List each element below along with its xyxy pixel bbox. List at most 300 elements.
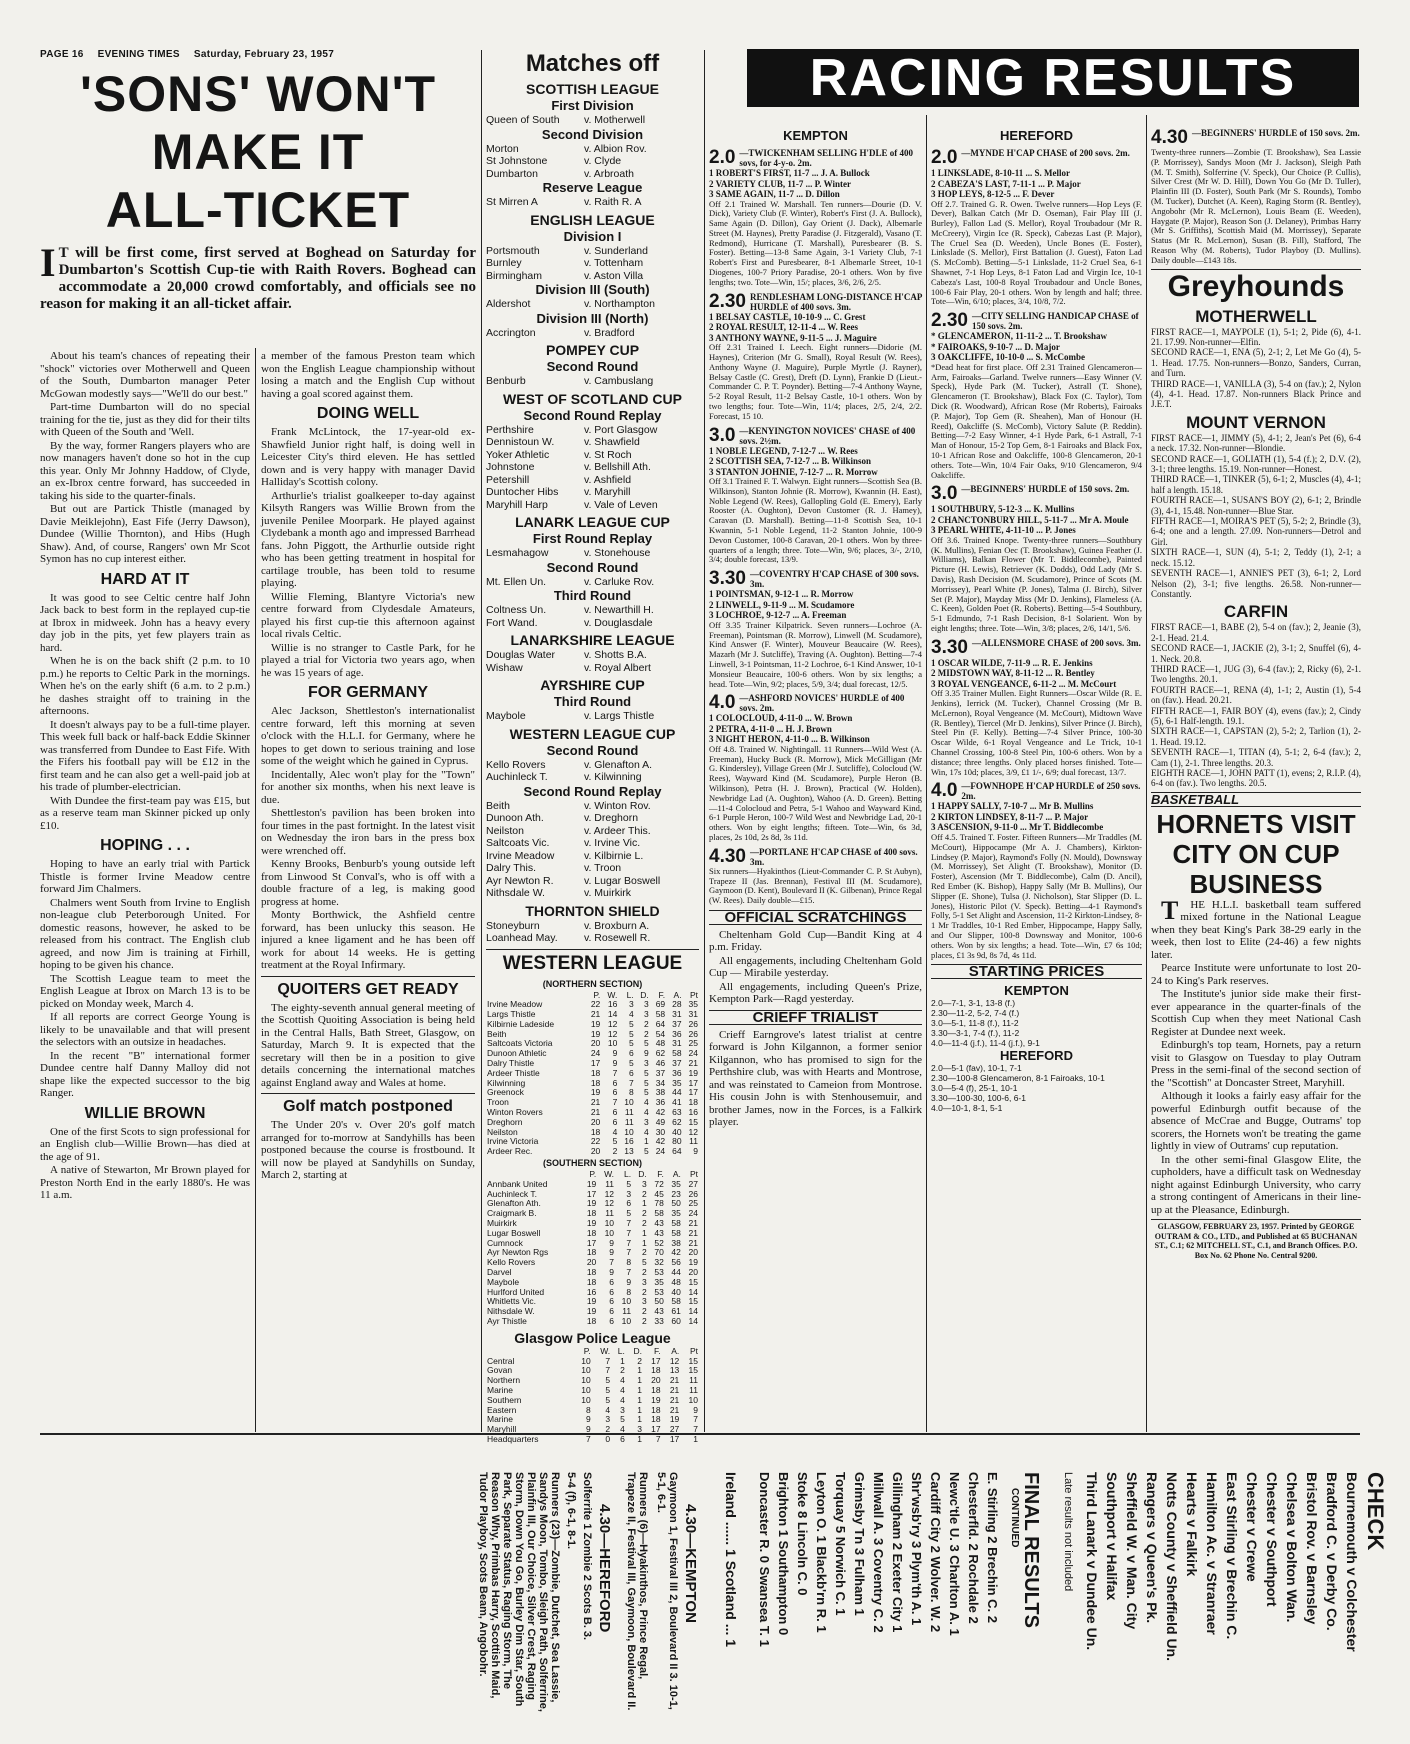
check-fixture: Hearts v Falkirk [1184, 1472, 1200, 1577]
fixture-row [486, 155, 699, 168]
race-heading [709, 569, 922, 589]
table-cell: 6 [612, 1087, 618, 1098]
column-2 [261, 350, 475, 1432]
table-cell: 62 [672, 1116, 682, 1127]
table-cell: 25 [688, 1198, 698, 1209]
table-cell: 7 [626, 1267, 632, 1278]
home-team: Petershill [486, 473, 530, 486]
table-cell: 46 [655, 1058, 666, 1069]
competition-title: SCOTTISH LEAGUE [525, 81, 659, 97]
table-cell: 27 [688, 1178, 698, 1189]
matches-off-title: Matches off [525, 50, 660, 77]
table-cell: 24 [688, 1208, 698, 1219]
table-cell: 18 [651, 1384, 661, 1395]
race-title: —BEGINNERS' HURDLE of 150 sovs. 2m. [1191, 128, 1360, 138]
table-cell: 21 [669, 1375, 680, 1386]
table-cell: Saltcoats Victoria [487, 1038, 553, 1049]
away-team: v. Irvine Vic. [583, 837, 641, 849]
table-cell: 3 [642, 1276, 647, 1287]
table-cell: Glenafton Ath. [487, 1198, 541, 1209]
race-title: —COVENTRY H'CAP CHASE of 300 sovs. 3m. [749, 569, 919, 590]
table-cell: 18 [586, 1276, 597, 1287]
race-placing: 1 OSCAR WILDE, 7-11-9 ... R. E. Jenkins [931, 657, 1093, 668]
away-team: v. Sunderland [583, 244, 648, 257]
table-cell: 17 [651, 1355, 661, 1366]
fixture-row [486, 257, 699, 270]
western-south-table [486, 1170, 699, 1327]
table-cell: 1 [637, 1404, 642, 1415]
race-placing: 3 ASCENSION, 9-11-0 ... Mr T. Biddlecombe [931, 822, 1104, 833]
greyhound-race: FIRST RACE—1, MAYPOLE (1), 5-1; 2, Pide (6), 4-1. 21. 17.99. Non-runner—Elfin. [1151, 326, 1361, 347]
table-cell: 19 [651, 1394, 661, 1405]
table-header-cell: P. [589, 1169, 597, 1180]
table-cell: Ardeer Rec. [487, 1146, 533, 1157]
subhead-for-germany: FOR GERMANY [308, 684, 428, 701]
table-cell: Southern [487, 1394, 522, 1405]
race-time: 4.30 [709, 845, 746, 867]
race-title: —ALLENSMORE CHASE of 200 sovs. 3m. [971, 637, 1141, 648]
table-cell: 4 [612, 1126, 618, 1137]
article-paragraph: The eighty-seventh annual general meeting of the Scottish Quoiting Association is being held in the Central Halls, Bath Street, Glasgow, on Saturday, March 9. It is expected that the secretary will then be in a position to give details concerning the international matches against England away and Wales at home. [261, 1001, 475, 1089]
home-team: Dalry This. [486, 862, 536, 874]
table-header-cell: A. [673, 989, 682, 1000]
away-team: v. Broxburn A. [583, 919, 650, 932]
table-cell: 2 [642, 1306, 647, 1317]
final-result: Gillingham 2 Exeter City 1 [890, 1472, 905, 1633]
home-team: Wishaw [486, 661, 523, 674]
table-cell: 17 [590, 1058, 601, 1069]
starting-price: 4.0—10-1, 8-1, 5-1 [931, 1102, 1003, 1113]
race-time: 4.0 [709, 692, 736, 714]
fixture-row [486, 196, 699, 209]
table-cell: 58 [672, 1048, 682, 1059]
table-cell: 5 [644, 1146, 649, 1157]
southern-section-label: (SOUTHERN SECTION) [543, 1158, 642, 1169]
race-body: Twenty-three runners—Zombie (T. Brookshaw), Sea Lassie (P. Morrissey), Sandys Moon (Mr J. Jackson), Sleigh Path (M. T. Smith), Solferrine (V. Speck), Our Choice (P. Cullis), Silver Crest (Mr W. D. Hill), Down You Go (Mr D. Tuller), Plainfin III (D. Foster), South Park (Mr S. Rounds), Tombo (M. Tucker), Dutchet (A. Keen), Raging Storm (R. Bentley), Angobohr (Mr R. McLernon), Louis Beam (E. Weeden), Haygate (P. Major), Reason Son (J. Delaney), Primbas Harry (Mr S. Griffiths), Scottish Maid (M. Morrissey), Separate Status (Mr R. McLernon), Susan (B. Fill), Stafford, The Reason Why (M. Roberts), Tudor Playboy (D. Mullins). Daily double—£143 18s. [1151, 147, 1361, 265]
table-cell: 8 [585, 1404, 591, 1415]
table-cell: Maryhill [487, 1424, 517, 1435]
table-cell: 37 [672, 1018, 682, 1029]
final-result: Brighton 1 Southampton 0 [776, 1472, 791, 1636]
fixture-row [486, 298, 699, 311]
table-cell: 6 [612, 1107, 618, 1118]
round-title: Second Round [546, 559, 639, 575]
home-team: Aldershot [486, 298, 531, 310]
away-team: v. Shawfield [583, 436, 640, 448]
race-time: 3.30 [931, 636, 968, 658]
fixture-row [486, 424, 699, 437]
table-cell: 35 [654, 1276, 664, 1287]
column-6 [1151, 128, 1361, 1432]
table-cell: 11 [622, 1306, 632, 1317]
scratching: All engagements, including Cheltenham Gold Cup — Mirabile yesterday. [709, 954, 922, 980]
race-result [709, 426, 922, 566]
table-cell: 18 [651, 1365, 661, 1376]
northern-section-label: (NORTHERN SECTION) [542, 978, 643, 989]
column-rule [926, 115, 927, 1432]
fixture-row [486, 143, 699, 156]
table-cell: 31 [672, 1038, 682, 1049]
column-1 [40, 350, 250, 1432]
table-cell: 21 [590, 1107, 601, 1118]
table-cell: 52 [654, 1237, 664, 1248]
table-cell: Central [487, 1355, 515, 1366]
greyhound-race: THIRD RACE—1, JUG (3), 6-4 (fav.); 2, Ricky (6), 2-1. Two lengths. 20.1. [1151, 663, 1361, 685]
race-title: —BEGINNERS' HURDLE of 150 sovs. 2m. [961, 484, 1130, 495]
table-cell: 56 [671, 1257, 681, 1268]
table-row [486, 1396, 699, 1406]
table-cell: 26 [688, 1018, 698, 1029]
final-result: Stoke 8 Lincoln C. 0 [795, 1472, 810, 1596]
race-placing: 1 SOUTHBURY, 5-12-3 ... K. Mullins [931, 504, 1075, 515]
check-fixture: Rangers v Queen's Pk. [1144, 1472, 1160, 1624]
race-placing: * FAIROAKS, 9-10-7 ... D. Major [931, 341, 1060, 352]
away-team: v. Bradford [583, 326, 635, 339]
race-time: 4.0 [931, 780, 958, 802]
subhead-hard-at-it: HARD AT IT [100, 570, 190, 588]
table-cell: 6 [609, 1296, 615, 1307]
table-cell: 9 [612, 1058, 618, 1069]
final-result: Chesterfld. 2 Rochdale 2 [966, 1472, 981, 1624]
table-header-cell: D. [638, 1169, 647, 1180]
home-team: Accrington [486, 326, 536, 339]
table-row [486, 1147, 699, 1157]
table-cell: 18 [586, 1208, 597, 1219]
table-cell: 26 [688, 1188, 698, 1199]
table-cell: 3 [642, 1296, 647, 1307]
article-paragraph: Although it looks a fairly easy affair for the powerful Edinburgh outfit because of the absence of McCrae and Bugge, Outrams' top scorers, the Hornets won't be treating the game lightly in view of Outrams' cup reputation. [1151, 1090, 1361, 1153]
table-cell: 11 [605, 1208, 615, 1219]
table-cell: 17 [669, 1433, 680, 1444]
table-cell: 21 [590, 1009, 601, 1020]
race-title: RENDLESHAM LONG-DISTANCE H'CAP HURDLE of 400 sovs. 3m. [749, 291, 922, 312]
table-cell: 58 [671, 1227, 681, 1238]
greyhound-race: FIFTH RACE—1, MOIRA'S PET (5), 5-2; 2, Brindle (3), 6-4; one and a length. 27.09. Non-runners—Detrol and Girl. [1151, 516, 1361, 547]
table-cell: 19 [669, 1414, 680, 1425]
table-cell: 1 [642, 1227, 647, 1238]
fixture-row [486, 449, 699, 462]
away-team: v. Tottenham [583, 257, 644, 269]
race-placing: 1 HAPPY SALLY, 7-10-7 ... Mr B. Mullins [931, 801, 1094, 812]
fixture-row [486, 771, 699, 784]
article-paragraph: Willie Fleming, Blantyre Victoria's new centre forward from Clydesdale Amateurs, played his first cup-tie this afternoon against local rivals Celtic. [261, 590, 475, 640]
table-cell: Largs Thistle [487, 1009, 536, 1020]
article-paragraph: In the recent "B" international former Dundee centre half Danny Malloy did not shape like the expected successor to the big Ranger. [40, 1049, 250, 1099]
away-team: v. Arbroath [583, 167, 634, 180]
table-header-cell: W. [607, 989, 618, 1000]
table-cell: 6 [609, 1316, 615, 1326]
table-cell: 10 [581, 1384, 591, 1395]
track-name: CARFIN [1223, 602, 1289, 622]
table-cell: 42 [655, 1107, 666, 1118]
starting-price: 3.0—5-4 (f), 25-1, 10-1 [931, 1082, 1018, 1093]
table-cell: Dreghorn [487, 1116, 523, 1127]
article-paragraph: Shettleston's pavilion has been broken into four times in the past fortnight. In the latest visit on Wednesday the iron bars in the press box were wrenched off. [261, 807, 475, 857]
table-cell: Whitletts Vic. [487, 1296, 536, 1307]
home-team: Irvine Meadow [486, 849, 555, 862]
starting-price: 2.0—7-1, 3-1, 13-8 (f.) [931, 998, 1016, 1009]
race-placing: 2 ROYAL RESULT, 12-11-4 ... W. Rees [709, 322, 858, 333]
table-cell: 21 [688, 1058, 698, 1069]
away-team: v. Newarthill H. [583, 604, 654, 616]
table-cell: 3 [620, 1404, 625, 1415]
home-team: Lesmahagow [486, 547, 549, 559]
table-cell: 4 [620, 1424, 625, 1435]
table-cell: Darvel [487, 1267, 512, 1278]
table-header-row [486, 1347, 699, 1357]
crieff-title: CRIEFF TRIALIST [709, 1010, 922, 1025]
check-fixture: Bradford C. v Derby Co. [1324, 1472, 1340, 1631]
table-cell: 1 [637, 1365, 642, 1376]
table-cell: 11 [624, 1116, 634, 1127]
table-cell: 69 [655, 999, 666, 1010]
table-cell: 48 [671, 1276, 681, 1287]
check-fixture: Notts County v Sheffield Un. [1164, 1472, 1180, 1661]
table-cell: Dalry Thistle [487, 1058, 535, 1069]
fixture-row [486, 604, 699, 617]
table-cell: 61 [671, 1306, 681, 1317]
subhead-willie-brown: WILLIE BROWN [84, 1104, 206, 1122]
article-paragraph: Edinburgh's top team, Hornets, pay a return visit to Glasgow on Tuesday to play Outram Press in the semi-final of the second section of the "Scottish" at Doncaster Street, Maryhill. [1151, 1039, 1361, 1089]
table-cell: 18 [586, 1247, 597, 1258]
table-cell: 11 [689, 1136, 698, 1147]
greyhound-race: FIFTH RACE—1, FAIR BOY (4), evens (fav.); 2, Cindy (5), 6-1 Half-length. 19.1. [1151, 705, 1361, 726]
table-cell: Govan [487, 1365, 513, 1376]
kempton-430-line: Gaymoon 1, Festival III 2, Boulevard II 3. 10-1, 5-1, 6-1. [655, 1472, 679, 1710]
table-cell: 2 [644, 1018, 649, 1029]
race-time: 3.0 [931, 483, 958, 505]
home-team: Benburb [486, 375, 526, 387]
table-header-cell: L. [617, 1345, 625, 1356]
starting-price: 2.30—100-8 Glencameron, 8-1 Fairoaks, 10-1 [931, 1073, 1105, 1084]
imprint: GLASGOW, FEBRUARY 23, 1957. Printed by GEORGE OUTRAM & CO., LTD., and Published at 65 BUCHANAN ST., C.1; 62 MITCHELL ST., C.1, and Branch Offices. P.O. Box No. 62 Phone No. Central 9200. [1151, 1219, 1361, 1260]
greyhound-race: FOURTH RACE—1, SUSAN'S BOY (2), 6-1; 2, Brindle (3), 4-1, 15.48. Non-runner—Blue Star. [1151, 495, 1361, 516]
table-cell: 4 [620, 1394, 625, 1405]
race-heading [931, 311, 1142, 331]
table-cell: 7 [612, 1097, 618, 1108]
race-placing: 2 PETRA, 4-11-0 ... H. J. Brown [709, 723, 832, 734]
check-fixture: Chester v Crewe [1244, 1472, 1260, 1582]
table-cell: 6 [629, 1067, 634, 1078]
table-cell: 20 [688, 1247, 698, 1258]
race-placing: 2 LINWELL, 9-11-9 ... M. Scudamore [709, 599, 855, 610]
competition-title: ENGLISH LEAGUE [530, 211, 655, 228]
race-body: Off 2.7. Trained G. R. Owen. Twelve runners—Hop Leys (F. Dever), Balkan Catch (Mr D. Oseman), Fair Play III (J. Burley), Fallon Lad (S. Mellor), Royal Troubadour (Mr R. McCreery), Virgin Ice (R. Speck), Cabezas Last (P. Major), The Cruel Sea (D. Weeden), Uncle Bones (E. Foster), Linkslade (S. Mellor), First Battalion (J. Guest), Faton Lad (S. McComb). Betting—5-1 Linkslade, 11-2 Cruel Sea, 6-1 Shawnet, 7-1 Hop Leys, 8-1 Faton Lad and Virgin Ice, 10-1 Cabeza's Last, 100-8 Royal Troubadour and Uncle Bones, 100-6 Fair Play, 20-1 others. Won by length and half; three. Tote—Win, 6/10; places, 3/4, 10/8, 7/2. [931, 198, 1142, 307]
subhead-hoping: HOPING . . . [100, 837, 190, 854]
race-body: *Dead heat for first place. Off 2.31 Trained Glencameron—Arm, Fairoaks—Garland. Twelve runners—Easy Winner (V. Speck), Hyde Park (M. Tucker), Astrall (T. Shone), Glencameron (T. Brookshaw), Black Fox (C. Taylor), Tom Dick (R. Woodward), African Rose (Mr Roberts), Fairoaks (P. Major), Top Gem (R. Sheahen), Man of Honour (H. Reed), Oakcliffe (S. McComb), Victory Salute (P. Reddin). Betting—7-2 Easy Winner, 4-1 Hyde Park, 6-1 Astrall, 7-1 Man of Honour, 15-2 Top Gem, 8-1 Fairoaks and Black Fox, 10-1 African Rose and Oakcliffe, 100-8 Glencameron, 20-1 others. Tote—Win, 10/4 Fair Oaks, 9/10 Glencameron, 9/4 Oakcliffe. [931, 361, 1142, 480]
race-heading [709, 847, 922, 867]
article-paragraph: If all reports are correct George Young is likely to be unavailable and that will present the selectors with an outsize in headaches. [40, 1011, 250, 1048]
away-team: v. Ardeer This. [583, 824, 651, 837]
starting-price: 2.30—11-2, 5-2, 7-4 (f.) [931, 1008, 1020, 1019]
table-cell: 4 [644, 1126, 649, 1137]
fixture-row [486, 474, 699, 487]
fixture-row [486, 499, 699, 512]
article-paragraph: In the other semi-final Glasgow Elite, the cupholders, have a difficult task on Wednesday night against Edinburgh University, who carry a strong contingent of Americans in their line-up at the Pleasance, Edinburgh. [1151, 1153, 1361, 1216]
home-team: Yoker Athletic [486, 448, 550, 461]
table-cell: 16 [688, 1107, 698, 1118]
table-cell: 9 [609, 1237, 615, 1248]
away-team: v. Douglasdale [583, 616, 653, 629]
table-cell: 21 [669, 1384, 680, 1395]
table-cell: 35 [672, 1077, 682, 1088]
table-cell: 12 [688, 1126, 698, 1137]
table-cell: 4 [629, 1009, 634, 1020]
race-body: Off 3.1 Trained F. T. Walwyn. Eight runners—Scottish Sea (B. Wilkinson), Stanton Johnie (R. Morrow), Kwannin (H. East), Noble Legend (W. Rees), Gallopling Gold (E. Emery), Early Rooster (A. Oughton), Devon Customer (R. J. Hamey), Caravan (D. Marshall). Betting—11-8 Scottish Sea, 10-1 Kwannin, 5-1 Noble Legend, 11-2 Stanton Johnie, 100-9 Devon Customer, 100-8 Caravan, 20-1 others. Won by three-quarters of a length; three. Tote—Win, 9/6; places, 3/-, 2/10, 3/4; double forecast, 13/9. [709, 476, 922, 565]
table-cell: 1 [637, 1384, 642, 1395]
table-cell: 6 [612, 1116, 618, 1127]
table-cell: 63 [672, 1107, 682, 1118]
hereford-column [931, 128, 1142, 1432]
table-cell: 33 [654, 1316, 664, 1326]
table-cell: 9 [644, 1048, 649, 1059]
table-cell: 6 [609, 1276, 615, 1287]
table-header-cell: D. [640, 989, 649, 1000]
article-paragraph: With Dundee the first-team pay was £15, but as a reserve team man Skinner picked up only £10. [40, 794, 250, 832]
table-cell: 35 [671, 1178, 681, 1189]
table-cell: 32 [654, 1257, 664, 1268]
greyhound-race: SECOND RACE—1, ENA (5), 2-1; 2, Let Me Go (4), 5-1. Head. 17.75. Non-runners—Bonzo, Sanders, Curran, and Turn. [1151, 347, 1361, 379]
table-cell: 14 [688, 1306, 698, 1317]
table-cell: 8 [626, 1257, 632, 1268]
race-time: 2.30 [709, 290, 746, 312]
table-cell: 9 [626, 1276, 632, 1287]
starting-price: 3.0—5-1, 11-8 (f.), 11-2 [931, 1017, 1019, 1028]
table-cell: 15 [688, 1116, 698, 1127]
table-cell: Lugar Boswell [487, 1227, 541, 1238]
table-cell: 50 [654, 1296, 664, 1307]
race-body: Off 3.6. Trained Knope. Twenty-three runners—Southbury (K. Mullins), Fenian Oec (T. Brookshaw), Guinea Feather (J. Williams), Balkan Flower (Mr T. Biddlecombe), Painted Picture (H. Lewis), Retriever (K. Dodds), Odd Lady (Mr S. Davis), Rash Decision (M. Scudamore), Prince of Scots (M. Morrissey), Pearl White (P. Jones), Talma (J. Birch), Silver Set (P. Major), Mayday Miss (Mr D. Jenkins), Flameless (A. C. Keen), Golden Poet (R. Roberts). Betting—5-4 Southbury, 5-1 Edmundo, 7-1 Rash Decision, 8-1 Solarient. Won by eight lengths; three. Tote—Win, 3/8; places, 2/6, 14/1, 5/6. [931, 534, 1142, 633]
race-heading [931, 148, 1142, 168]
fixture-row [486, 837, 699, 850]
race-placing: 3 SAME AGAIN, 11-7 ... D. Dillon [709, 189, 840, 199]
table-cell: 10 [607, 1038, 618, 1049]
table-cell: 2 [642, 1286, 647, 1297]
column-rule [481, 50, 482, 1432]
table-cell: 48 [655, 1038, 666, 1049]
table-cell: 12 [669, 1355, 680, 1366]
masthead [40, 48, 476, 61]
table-cell: 1 [693, 1433, 698, 1444]
round-title: Third Round [553, 588, 632, 603]
away-team: v. Vale of Leven [583, 498, 658, 511]
article-paragraph: It doesn't always pay to be a full-time player. This week full back or half-back Eddie Skinner was transferred from Dundee to East Fife. With the Fifers his football pay will be £12 in the first team and he can also get a well-paid job at his trade of plumber-electrician. [40, 718, 250, 793]
lead-headline [40, 65, 476, 239]
table-cell: 16 [624, 1136, 634, 1147]
home-team: Duntocher Hibs [486, 486, 559, 498]
table-header-cell: Pt [689, 989, 698, 1000]
table-cell: 38 [655, 1087, 666, 1098]
article-paragraph: The Scottish League team to meet the English League at Ibrox on March 13 is to be picked on Monday week, March 4. [40, 972, 250, 1010]
table-cell: 8 [629, 1087, 634, 1098]
table-cell: 31 [688, 1009, 698, 1020]
table-cell: 35 [688, 999, 698, 1010]
race-title: —FOWNHOPE H'CAP HURDLE of 250 sovs. 2m. [961, 781, 1141, 802]
away-team: v. Ashfield [583, 473, 632, 486]
race-heading [931, 484, 1142, 504]
competition-title: LANARKSHIRE LEAGUE [510, 632, 675, 648]
table-cell: 5 [626, 1208, 632, 1219]
race-placing: * GLENCAMERON, 11-11-2 ... T. Brookshaw [931, 331, 1108, 342]
table-cell: 10 [621, 1296, 632, 1307]
away-team: v. Royal Albert [583, 661, 651, 674]
table-cell: 5 [605, 1375, 611, 1386]
table-cell: 21 [669, 1394, 680, 1405]
home-team: Portsmouth [486, 244, 540, 257]
table-cell: 62 [655, 1048, 666, 1059]
competition-title: WESTERN LEAGUE CUP [509, 725, 676, 742]
article-paragraph [1151, 895, 1361, 962]
kempton-races [709, 148, 922, 906]
table-cell: 2 [644, 1028, 649, 1039]
final-result: Doncaster R. 0 Swansea T. 1 [757, 1472, 772, 1647]
article-paragraph: Part-time Dumbarton will do no special training for the tie, just as they did for their tilts with Queen of the South and 'Well. [40, 401, 250, 438]
table-cell: 11 [624, 1107, 634, 1118]
greyhound-race: THIRD RACE—1, VANILLA (3), 5-4 on (fav.); 2, Nylon (4), 4-1. Head. 17.87. Non-runners Black Prince and J.E.T. [1151, 378, 1361, 410]
table-cell: 5 [629, 1028, 634, 1039]
table-cell: 19 [586, 1218, 597, 1229]
table-cell: Marine [487, 1384, 513, 1395]
table-header-cell: F. [657, 1169, 664, 1180]
table-cell: 9 [585, 1414, 591, 1425]
article-paragraph: A native of Stewarton, Mr Brown played for Preston North End in the early 1880's. He was 11 a.m. [40, 1164, 250, 1201]
table-cell: 16 [607, 999, 618, 1010]
race-placing: 1 POINTSMAN, 9-12-1 ... R. Morrow [709, 589, 854, 600]
table-cell: 6 [626, 1198, 632, 1209]
scratchings-title: OFFICIAL SCRATCHINGS [709, 910, 922, 925]
table-cell: 20 [651, 1375, 661, 1386]
home-team: St Johnstone [486, 155, 548, 167]
table-cell: 1 [642, 1198, 647, 1209]
race-body: Off 4.8. Trained W. Nightingall. 11 Runners—Wild West (A. Freeman), Hucky Buck (R. Morrow), Mick McGilligan (Mr G. Kindersley), Village Green (Mr J. Sutcliffe), Colocloud (W. Rees), Wayward Kind (M. Scudamore), Purple Heron (B. Wilkinson), Petra (H. J. Brown), Practical (W. Holden), Newbridge Lad (A. Oughton), Wahoo (A. D. Green). Betting—11-4 Colocloud and Petra, 5-1 Wahoo and Wayward Kind, 6-1 Purple Heron, 100-7 Wild West and Newbridge Lad, 20-1 others. Won by eight lengths; fifteen. Tote—Win, 6s 3d, places, 2s 10d, 2s 8d, 3s 11d. [709, 743, 922, 842]
subhead-doing-well: DOING WELL [316, 405, 420, 422]
article-paragraph: The Under 20's v. Over 20's golf match arranged for to-morrow at Sandyhills has been postponed because the course is frostbound. It will now be played at Sandyhills on Sunday, March 2, starting at [261, 1119, 475, 1181]
table-cell: 19 [688, 1067, 698, 1078]
hereford-430-line: Runners (23)—Zombie, Dutchet, Sea Lassie, Sandys Moon, Tombo, Sleigh Path, Solferrine, Plainfin III, Our Choice, Silver Crest, Raging Storm, Down You Go, Burley Dim Star, South Park, Separate Status, Raging Storm, The Reason Why, Primbas Harry, Scottish Maid, Tudor Playboy, Scots Beam, Angobohr. [477, 1472, 561, 1712]
home-team: Neilston [486, 824, 524, 837]
table-cell: Nithsdale W. [487, 1306, 535, 1317]
table-cell: 2 [642, 1208, 647, 1219]
table-cell: 7 [626, 1247, 632, 1258]
home-team: Kello Rovers [486, 758, 546, 771]
table-cell: 2 [642, 1188, 647, 1199]
table-cell: 3 [644, 1009, 649, 1020]
table-cell: 43 [654, 1306, 664, 1317]
table-cell: 78 [654, 1198, 664, 1209]
race-placing: 2 CHANCTONBURY HILL, 5-11-7 ... Mr A. Moule [931, 514, 1129, 525]
table-row [486, 1435, 699, 1445]
article-paragraph: Willie is no stranger to Castle Park, for he played a trial for Victoria two years ago, when he was 15 years of age. [261, 641, 475, 679]
table-cell: 5 [629, 1058, 634, 1069]
fixture-row [486, 662, 699, 675]
race-placing: 1 COLOCLOUD, 4-11-0 ... W. Brown [709, 713, 853, 724]
race-title: —ASHFORD NOVICES' HURDLE of 400 sovs. 2m. [739, 693, 905, 714]
table-cell: Auchinleck T. [487, 1188, 537, 1199]
table-cell: 9 [609, 1247, 615, 1258]
race-placing: 1 ROBERT'S FIRST, 11-7 ... J. A. Bullock [709, 168, 870, 178]
table-cell: 10 [624, 1126, 634, 1137]
race-time: 2.30 [931, 310, 968, 332]
fixture-row [486, 920, 699, 933]
table-cell: 14 [688, 1286, 698, 1297]
race-title: —KENYINGTON NOVICES' CHASE of 400 sovs. 2½m. [739, 425, 916, 446]
table-cell: 3 [644, 1058, 649, 1069]
page-number: PAGE 16 [40, 49, 84, 60]
away-team: v. Cambuslang [583, 375, 654, 387]
table-cell: 18 [651, 1404, 661, 1415]
table-cell: 15 [688, 1365, 698, 1376]
race-result [709, 847, 922, 906]
